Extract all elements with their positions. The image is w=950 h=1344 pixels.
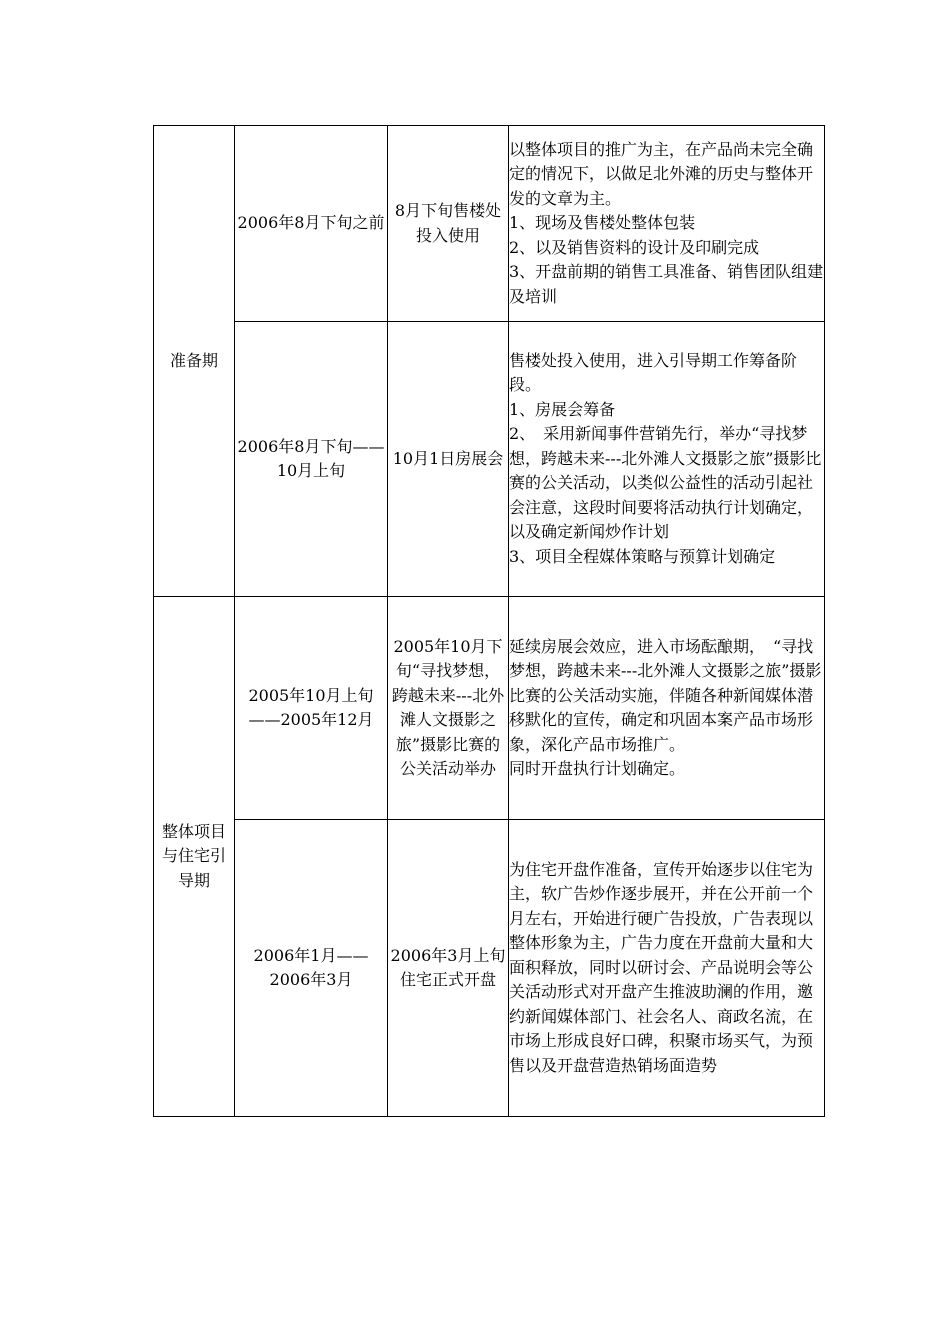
description-line: 延续房展会效应，进入市场酝酿期， “寻找梦想，跨越未来---北外滩人文摄影之旅”摄影比赛的公关活动实施，伴随各种新闻媒体潜移默化的宣传，确定和巩固本案产品市场形象，深化产品市场推广。 xyxy=(509,636,822,754)
description-line: 3、项目全程媒体策略与预算计划确定 xyxy=(509,546,776,566)
description-line: 以整体项目的推广为主，在产品尚未完全确定的情况下，以做足北外滩的历史与整体开发的文章为主。 xyxy=(509,139,814,208)
description-cell xyxy=(509,322,825,597)
description-cell xyxy=(509,126,825,322)
table-row xyxy=(154,322,825,597)
table-row xyxy=(154,597,825,820)
description-line: 为住宅开盘作准备，宣传开始逐步以住宅为主，软广告炒作逐步展开，并在公开前一个月左右，开始进行硬广告投放，广告表现以整体形象为主，广告力度在开盘前大量和大面积释放，同时以研讨会、产品说明会等公关活动形式对开盘产生推波助澜的作用，邀约新闻媒体部门、社会名人、商政名流，在市场上形成良好口碑，积聚市场买气，为预售以及开盘营造热销场面造势 xyxy=(509,859,814,1075)
table-row xyxy=(154,126,825,322)
milestone-cell: 2006年3月上旬住宅正式开盘 xyxy=(388,820,509,1117)
schedule-table xyxy=(153,125,825,1117)
time-cell: 2005年10月上旬——2005年12月 xyxy=(235,597,388,820)
description-line: 2、 采用新闻事件营销先行，举办“寻找梦想，跨越未来---北外滩人文摄影之旅”摄影比赛的公关活动，以类似公益性的活动引起社会注意，这段时间要将活动执行计划确定，以及确定新闻炒作计划 xyxy=(509,424,822,542)
description-cell xyxy=(509,597,825,820)
table-row xyxy=(154,820,825,1117)
phase-name: 整体项目与住宅引导期 xyxy=(162,821,227,890)
description-line: 1、房展会筹备 xyxy=(509,399,616,419)
phase-cell xyxy=(154,597,235,1117)
description-line: 同时开盘执行计划确定。 xyxy=(509,759,686,778)
time-cell: 2006年1月——2006年3月 xyxy=(235,820,388,1117)
milestone-cell: 2005年10月下旬“寻找梦想，跨越未来---北外滩人文摄影之旅”摄影比赛的公关活动举办 xyxy=(388,597,509,820)
milestone-cell: 8月下旬售楼处投入使用 xyxy=(388,126,509,322)
description-line: 3、开盘前期的销售工具准备、销售团队组建及培训 xyxy=(509,262,824,306)
description-line: 售楼处投入使用，进入引导期工作筹备阶段。 xyxy=(509,350,798,395)
phase-cell xyxy=(154,126,235,597)
phase-name: 准备期 xyxy=(169,350,218,370)
description-line: 2、以及销售资料的设计及印刷完成 xyxy=(509,237,760,257)
time-cell: 2006年8月下旬之前 xyxy=(235,126,388,322)
time-cell: 2006年8月下旬——10月上旬 xyxy=(235,322,388,597)
description-line: 1、现场及售楼处整体包装 xyxy=(509,213,696,233)
description-cell xyxy=(509,820,825,1117)
milestone-cell: 10月1日房展会 xyxy=(388,322,509,597)
